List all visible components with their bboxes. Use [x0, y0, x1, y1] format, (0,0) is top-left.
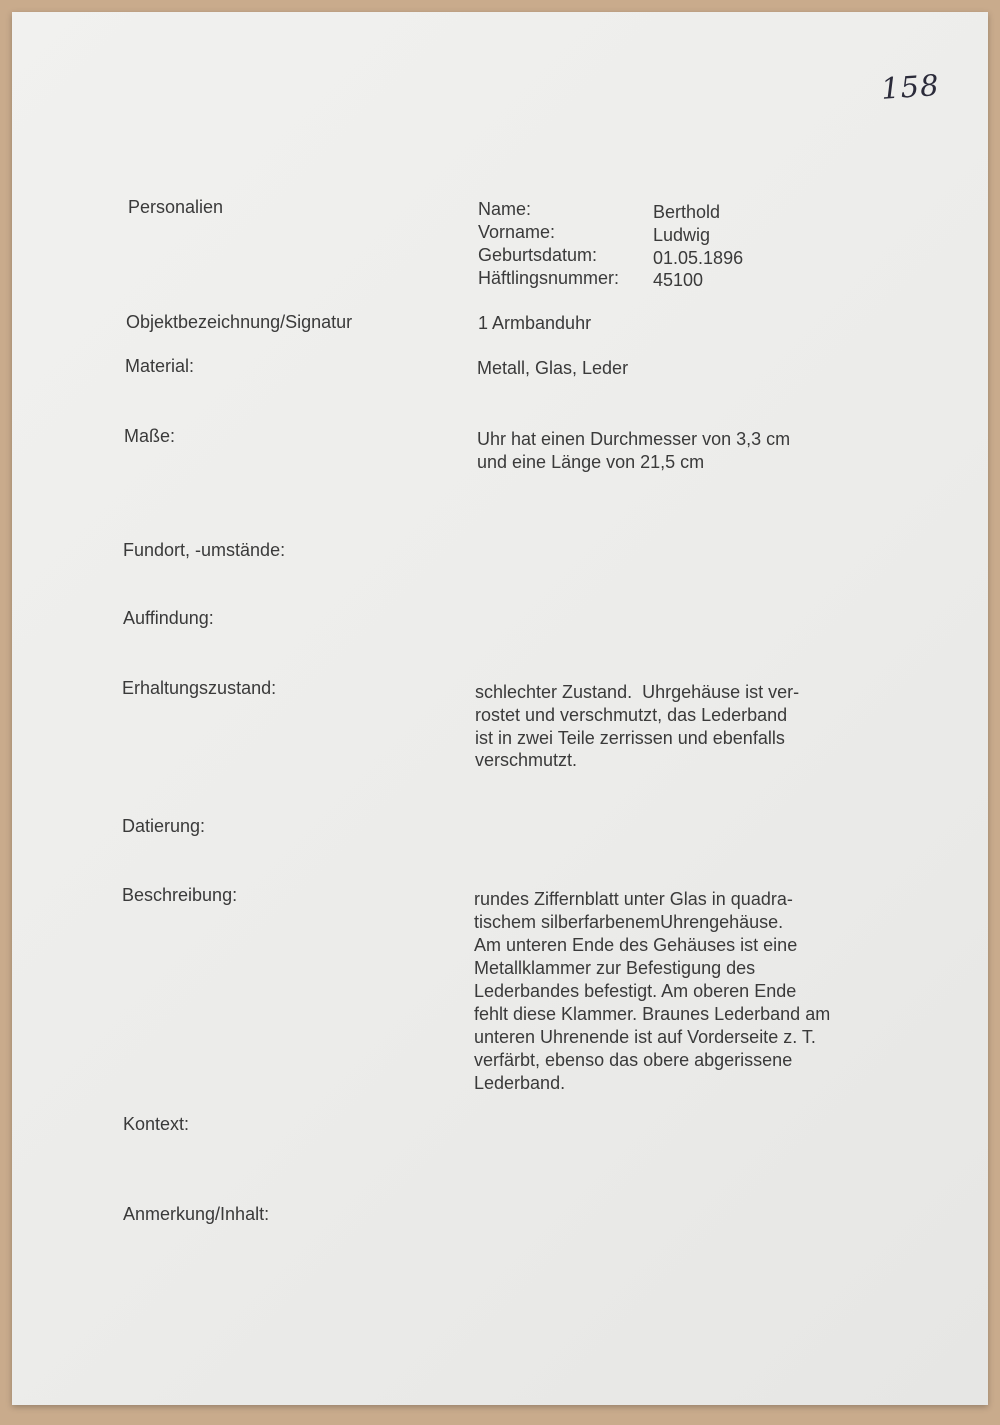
haeftlingsnummer-value: 45100: [653, 270, 704, 290]
masse-line-1: Uhr hat einen Durchmesser von 3,3 cm: [477, 429, 791, 449]
erhaltungszustand-line-3: ist in zwei Teile zerrissen und ebenfalls: [475, 728, 785, 748]
geburtsdatum-label: Geburtsdatum:: [478, 245, 598, 265]
erhaltungszustand-line-4: verschmutzt.: [475, 750, 578, 770]
haeftlingsnummer-label: Häftlingsnummer:: [478, 268, 620, 288]
objekt-value: 1 Armbanduhr: [478, 313, 592, 333]
beschreibung-label: Beschreibung:: [122, 885, 238, 905]
erhaltungszustand-line-2: rostet und verschmutzt, das Lederband: [475, 705, 788, 725]
name-value: Berthold: [653, 202, 721, 222]
material-value: Metall, Glas, Leder: [477, 358, 629, 378]
beschreibung-line-2: tischem silberfarbenemUhrengehäuse.: [474, 912, 784, 932]
fundort-label: Fundort, -umstände:: [123, 540, 286, 560]
vorname-label: Vorname:: [478, 222, 556, 242]
objekt-label: Objektbezeichnung/Signatur: [126, 312, 353, 332]
beschreibung-line-3: Am unteren Ende des Gehäuses ist eine: [474, 935, 798, 955]
kontext-label: Kontext:: [123, 1114, 190, 1134]
handwritten-page-number: 158: [880, 67, 941, 106]
beschreibung-line-9: Lederband.: [474, 1073, 566, 1093]
beschreibung-line-8: verfärbt, ebenso das obere abgerissene: [474, 1050, 793, 1070]
vorname-value: Ludwig: [653, 225, 711, 245]
erhaltungszustand-line-1: schlechter Zustand. Uhrgehäuse ist ver-: [475, 682, 800, 702]
datierung-label: Datierung:: [122, 816, 206, 836]
auffindung-label: Auffindung:: [123, 608, 214, 628]
personalien-heading: Personalien: [128, 197, 224, 217]
beschreibung-line-6: fehlt diese Klammer. Braunes Lederband am: [474, 1004, 831, 1024]
beschreibung-line-5: Lederbandes befestigt. Am oberen Ende: [474, 981, 797, 1001]
beschreibung-line-1: rundes Ziffernblatt unter Glas in quadra-: [474, 889, 793, 909]
anmerkung-label: Anmerkung/Inhalt:: [123, 1204, 270, 1224]
beschreibung-line-4: Metallklammer zur Befestigung des: [474, 958, 756, 978]
material-label: Material:: [125, 356, 195, 376]
masse-line-2: und eine Länge von 21,5 cm: [477, 452, 705, 472]
geburtsdatum-value: 01.05.1896: [653, 248, 744, 268]
name-label: Name:: [478, 199, 532, 219]
masse-label: Maße:: [124, 426, 176, 446]
beschreibung-line-7: unteren Uhrenende ist auf Vorderseite z. T.: [474, 1027, 816, 1047]
erhaltungszustand-label: Erhaltungszustand:: [122, 678, 277, 698]
